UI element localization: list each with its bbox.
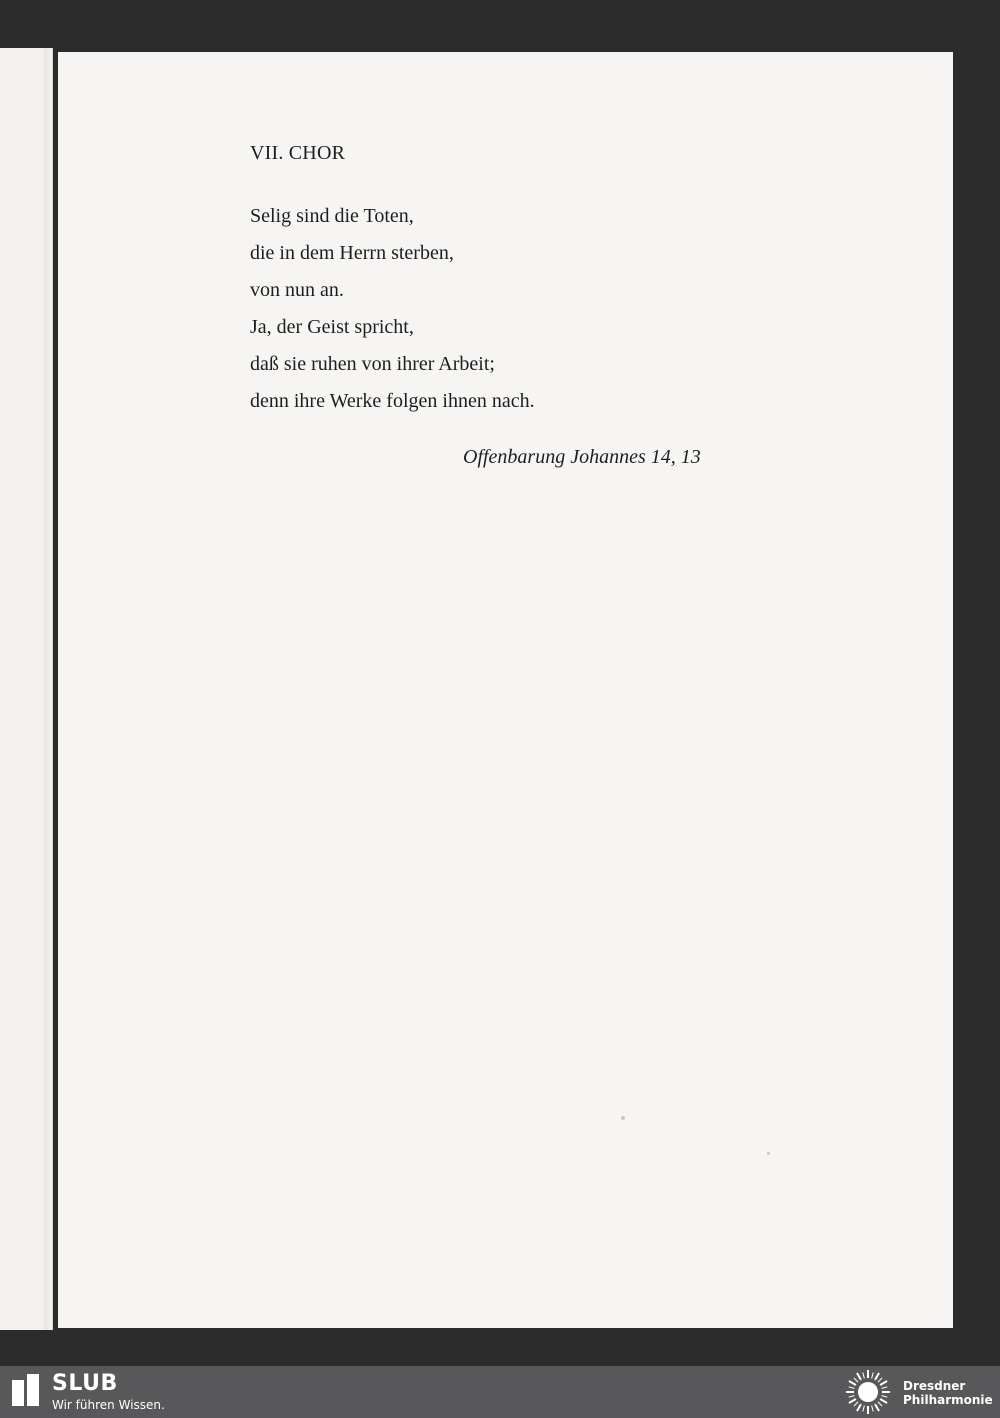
partner-name-line1: Dresdner <box>903 1379 966 1393</box>
scripture-reference: Offenbarung Johannes 14, 13 <box>463 446 701 468</box>
philharmonie-sun-icon <box>842 1370 894 1414</box>
verse-line: daß sie ruhen von ihrer Arbeit; <box>250 353 495 375</box>
slub-logo-icon <box>12 1374 40 1406</box>
page-edge-shadow <box>44 48 52 1330</box>
section-heading: VII. CHOR <box>250 142 346 164</box>
footer-bar <box>0 1366 1000 1418</box>
document-page <box>58 52 953 1328</box>
partner-name-line2: Philharmonie <box>903 1393 993 1407</box>
verse-line: von nun an. <box>250 279 344 301</box>
slub-name: SLUB <box>52 1371 118 1396</box>
verse-line: Selig sind die Toten, <box>250 205 414 227</box>
previous-page-edge <box>0 48 53 1330</box>
verse-line: denn ihre Werke folgen ihnen nach. <box>250 390 535 412</box>
partner-name <box>903 1379 993 1407</box>
paper-speck <box>767 1152 770 1155</box>
verse-text <box>250 198 535 420</box>
verse-line: Ja, der Geist spricht, <box>250 316 414 338</box>
slub-tagline: Wir führen Wissen. <box>52 1398 165 1412</box>
paper-speck <box>621 1116 625 1120</box>
verse-line: die in dem Herrn sterben, <box>250 242 454 264</box>
